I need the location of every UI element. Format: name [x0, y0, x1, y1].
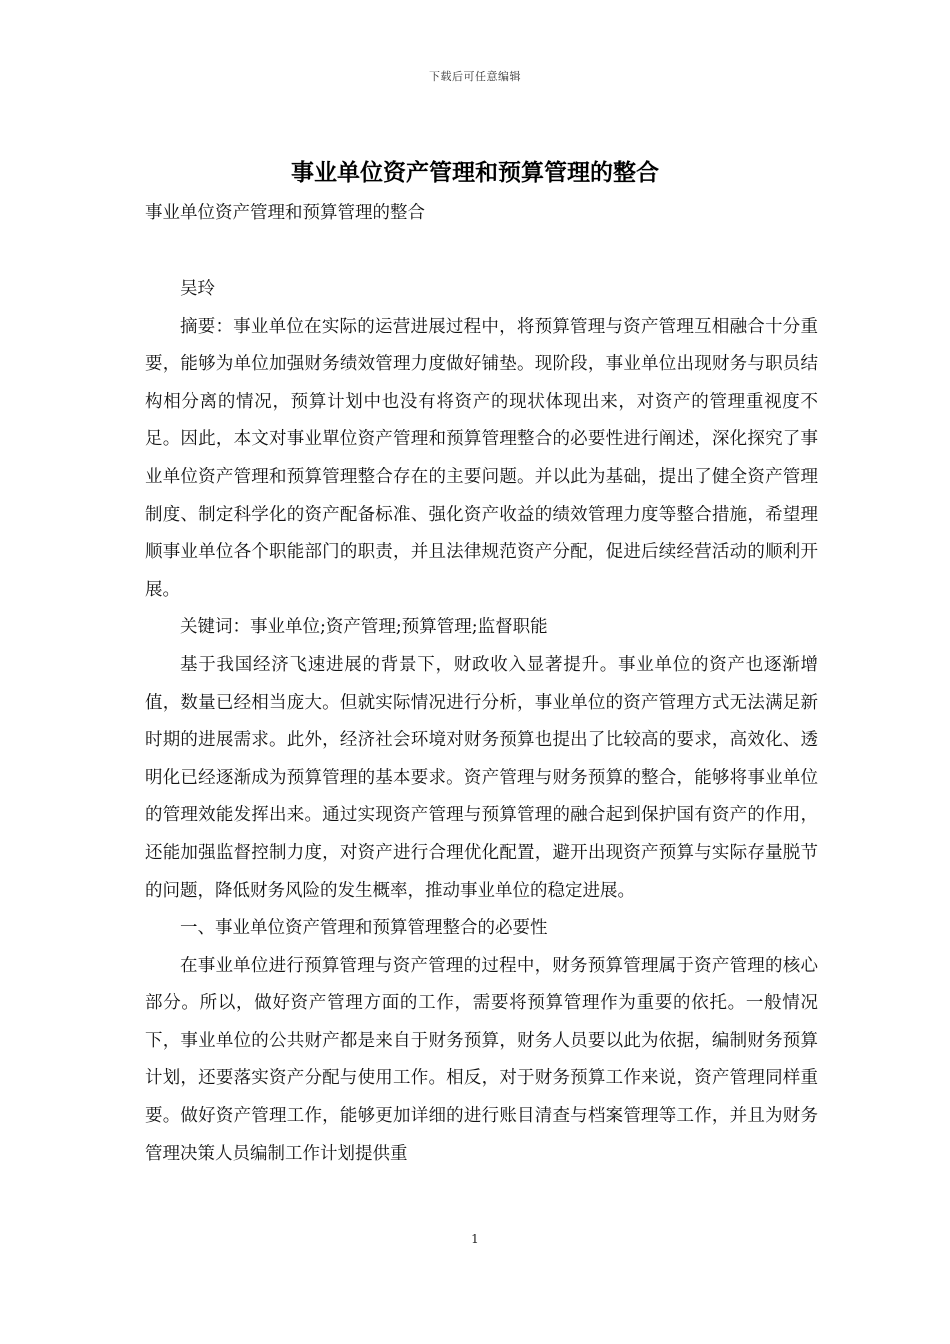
document-title: 事业单位资产管理和预算管理的整合 — [291, 159, 659, 186]
page-number: 1 — [471, 1232, 479, 1246]
intro-paragraph: 基于我国经济飞速进展的背景下，财政收入显著提升。事业单位的资产也逐渐增值，数量已经相当庞大。但就实际情况进行分析，事业单位的资产管理方式无法满足新时期的进展需求。此外，经济社会环境对财务预算也提出了比较高的要求，高效化、透明化已经逐渐成为预算管理的基本要求。资产管理与财务预算的整合，能够将事业单位的管理效能发挥出来。通过实现资产管理与预算管理的融合起到保护国有资产的作用，还能加强监督控制力度，对资产进行合理优化配置，避开出现资产预算与实际存量脱节的问题，降低财务风险的发生概率，推动事业单位的稳定进展。 — [145, 654, 818, 901]
document-body — [145, 271, 818, 1173]
author-line: 吴玲 — [180, 279, 215, 299]
header-note: 下载后可任意编辑 — [429, 70, 521, 83]
section-paragraph: 在事业单位进行预算管理与资产管理的过程中，财务预算管理属于资产管理的核心部分。所以，做好资产管理方面的工作，需要将预算管理作为重要的依托。一般情况下，事业单位的公共财产都是来自于财务预算，财务人员要以此为依据，编制财务预算计划，还要落实资产分配与使用工作。相反，对于财务预算工作来说，资产管理同样重要。做好资产管理工作，能够更加详细的进行账目清查与档案管理等工作，并且为财务管理决策人员编制工作计划提供重 — [145, 955, 818, 1164]
abstract-paragraph: 摘要：事业单位在实际的运营进展过程中，将预算管理与资产管理互相融合十分重要，能够为单位加强财务绩效管理力度做好铺垫。现阶段，事业单位出现财务与职员结构相分离的情况，预算计划中也没有将资产的现状体现出来，对资产的管理重视度不足。因此，本文对事业單位资产管理和预算管理整合的必要性进行阐述，深化探究了事业单位资产管理和预算管理整合存在的主要问题。并以此为基础，提出了健全资产管理制度、制定科学化的资产配备标准、强化资产收益的绩效管理力度等整合措施，希望理顺事业单位各个职能部门的职责，并且法律规范资产分配，促进后续经营活动的顺利开展。 — [145, 316, 818, 600]
section-heading: 一、事业单位资产管理和预算管理整合的必要性 — [180, 918, 548, 939]
document-subtitle: 事业单位资产管理和预算管理的整合 — [145, 203, 425, 223]
keywords-line: 关键词：事业单位;资产管理;预算管理;监督职能 — [180, 617, 548, 638]
